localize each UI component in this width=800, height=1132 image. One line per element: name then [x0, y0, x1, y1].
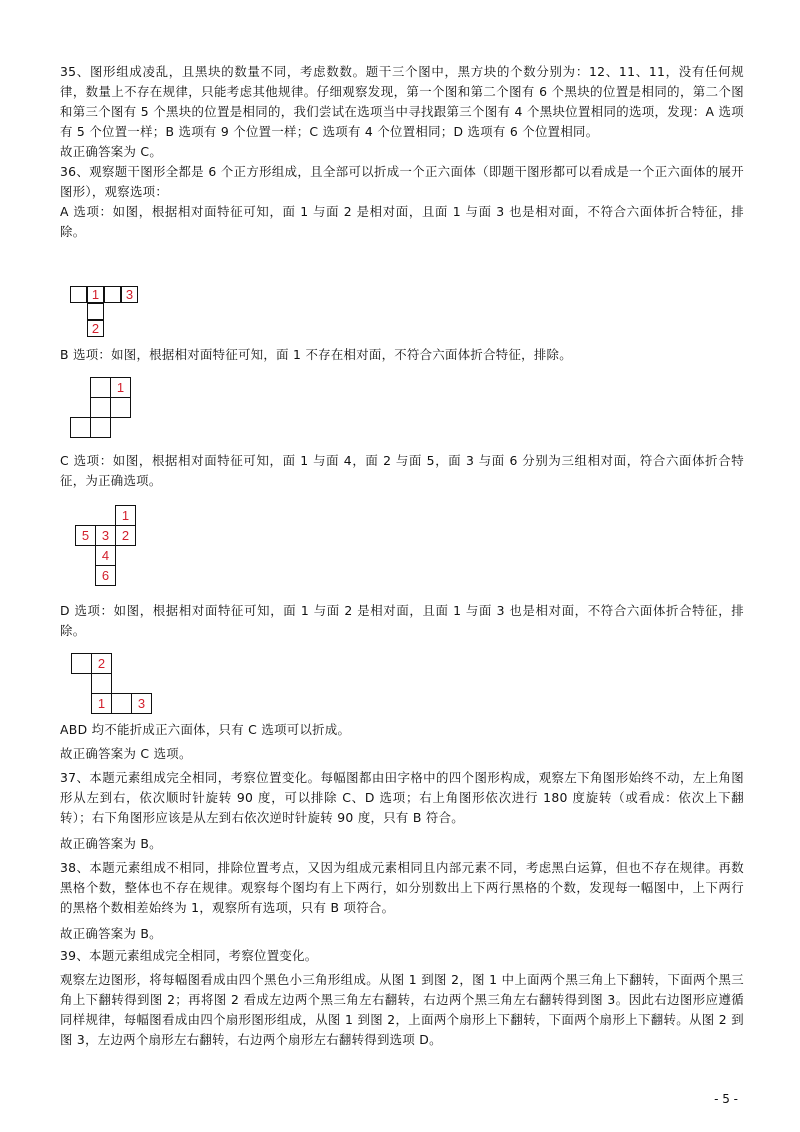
option-a-text: A 选项：如图，根据相对面特征可知，面 1 与面 2 是相对面，且面 1 与面 3 也是相对面，不符合六面体折合特征，排除。 — [60, 204, 744, 239]
option-d-text: D 选项：如图，根据相对面特征可知，面 1 与面 2 是相对面，且面 1 与面 3 也是相对面，不符合六面体折合特征，排除。 — [60, 603, 744, 638]
paragraph-39: 39、本题元素组成完全相同，考察位置变化。 — [60, 948, 318, 963]
answer-36: 故正确答案为 C 选项。 — [60, 746, 192, 761]
net-d-cell: 1 — [91, 693, 112, 714]
page-number: - 5 - — [714, 1092, 738, 1106]
option-c-text: C 选项：如图，根据相对面特征可知，面 1 与面 4，面 2 与面 5，面 3 与面 6 分别为三组相对面，符合六面体折合特征，为正确选项。 — [60, 453, 744, 488]
net-a-cell: 1 — [87, 286, 104, 303]
net-c-cell: 6 — [95, 565, 116, 586]
net-b-cell — [90, 417, 111, 438]
net-a-cell — [87, 303, 104, 320]
net-c-cell: 1 — [115, 505, 136, 526]
net-c-cell: 2 — [115, 525, 136, 546]
net-d-cell: 2 — [91, 653, 112, 674]
net-a-cell — [104, 286, 121, 303]
net-c-cell: 4 — [95, 545, 116, 566]
net-a-cell — [70, 286, 87, 303]
answer-38: 故正确答案为 B。 — [60, 926, 162, 941]
net-b-cell — [90, 397, 111, 418]
option-b-text: B 选项：如图，根据相对面特征可知，面 1 不存在相对面，不符合六面体折合特征，排除。 — [60, 347, 572, 362]
net-c-cell: 5 — [75, 525, 96, 546]
net-d-cell — [91, 673, 112, 694]
net-d-cell — [111, 693, 132, 714]
net-a-cell: 2 — [87, 320, 104, 337]
paragraph-39-explanation: 观察左边图形，将每幅图看成由四个黑色小三角形组成。从图 1 到图 2，图 1 中上面两个黑三角上下翻转，下面两个黑三角上下翻转得到图 2；再将图 2 看成左边两个黑三角左右翻转，右边两个黑三角左右翻转得到图 3。因此右边图形应遵循同样规律，每幅图看成由四个扇形图形组成，从图 1 到图 2，上面两个扇形上下翻转，下面两个扇形上下翻转。从图 2 到图 3，左边两个扇形左右翻转，右边两个扇形左右翻转得到选项 D。 — [60, 972, 744, 1047]
net-d-cell: 3 — [131, 693, 152, 714]
summary-36: ABD 均不能折成正六面体，只有 C 选项可以折成。 — [60, 722, 351, 737]
net-b-cell — [70, 417, 91, 438]
net-b-cell — [90, 377, 111, 398]
paragraph-38: 38、本题元素组成不相同，排除位置考点，又因为组成元素相同且内部元素不同，考虑黑白运算，但也不存在规律。再数黑格个数，整体也不存在规律。观察每个图均有上下两行，如分别数出上下两行黑格的个数，发现每一幅图中，上下两行的黑格个数相差始终为 1，观察所有选项，只有 B 项符合。 — [60, 860, 744, 915]
net-a-cell: 3 — [121, 286, 138, 303]
answer-35: 故正确答案为 C。 — [60, 144, 163, 159]
paragraph-35: 35、图形组成凌乱，且黑块的数量不同，考虑数数。题干三个图中，黑方块的个数分别为：12、11、11，没有任何规律，数量上不存在规律，只能考虑其他规律。仔细观察发现，第一个图和第二个图有 6 个黑块的位置是相同的，第二个图和第三个图有 5 个黑块的位置是相同的，我们尝试在选项当中寻找跟第三个图有 4 个黑块位置相同的选项，发现：A 选项有 5 个位置一样；B 选项有 9 个位置一样；C 选项有 4 个位置相同；D 选项有 6 个位置相同。 — [60, 64, 744, 139]
answer-37: 故正确答案为 B。 — [60, 836, 162, 851]
net-b-cell — [110, 397, 131, 418]
net-d-cell — [71, 653, 92, 674]
paragraph-36: 36、观察题干图形全都是 6 个正方形组成，且全部可以折成一个正六面体（即题干图形都可以看成是一个正六面体的展开图形），观察选项： — [60, 164, 744, 199]
net-c-cell: 3 — [95, 525, 116, 546]
paragraph-37: 37、本题元素组成完全相同，考察位置变化。每幅图都由田字格中的四个图形构成，观察左下角图形始终不动，左上角图形从左到右，依次顺时针旋转 90 度，可以排除 C、D 选项；右上角图形依次进行 180 度旋转（或看成：依次上下翻转）；右下角图形应该是从左到右依次逆时针旋转 90 度，只有 B 符合。 — [60, 770, 744, 825]
net-b-cell: 1 — [110, 377, 131, 398]
